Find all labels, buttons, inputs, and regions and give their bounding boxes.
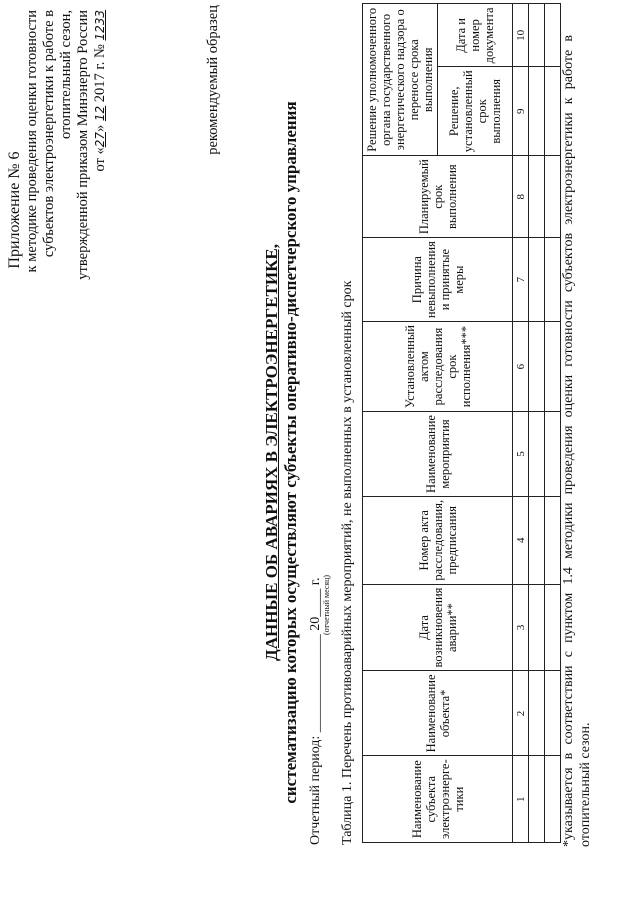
column-number: 5 — [513, 412, 529, 497]
month-caption: (отчетный месяц) — [322, 574, 331, 635]
column-number: 10 — [513, 4, 529, 67]
column-number: 2 — [513, 671, 529, 756]
cell — [529, 156, 545, 238]
annex-line: отопительный сезон, — [58, 10, 74, 139]
header-decision-group: Решение уполномоченного органа государственного энергетического надзора о переносе срока выполнения — [363, 4, 438, 156]
date-year: 2017 г. № — [92, 40, 108, 106]
annex-line: к методике проведения оценки готовности — [24, 10, 40, 273]
annex-line: субъектов электроэнергетики к работе в — [41, 10, 57, 258]
header-act-number: Номер акта расследования, предписания — [363, 496, 513, 584]
header-object: Наименование объекта* — [363, 671, 513, 756]
cell — [545, 238, 561, 322]
cell — [545, 322, 561, 412]
column-number: 3 — [513, 584, 529, 671]
column-number: 7 — [513, 238, 529, 322]
cell — [545, 67, 561, 156]
column-number: 1 — [513, 756, 529, 843]
header-reason: Причина невыполнения и принятые меры — [363, 238, 513, 322]
date-month: 12 — [93, 105, 107, 122]
cell — [529, 67, 545, 156]
date-prefix: от « — [92, 147, 108, 172]
header-document: Дата и номер документа — [438, 4, 513, 67]
cell — [545, 756, 561, 843]
cell — [529, 756, 545, 843]
cell — [545, 4, 561, 67]
header-subject: Наименование субъекта электроэнерге-тики — [363, 756, 513, 843]
annex-line: утвержденной приказом Минэнерго России — [75, 10, 91, 280]
column-number: 6 — [513, 322, 529, 412]
period-year-prefix: 20 — [308, 616, 323, 631]
cell — [529, 238, 545, 322]
table-row — [545, 4, 561, 843]
header-deadline: Установленный актом расследования срок исполнения*** — [363, 322, 513, 412]
column-number: 9 — [513, 67, 529, 156]
title-line-2: систематизацию которых осуществляют субъекты оперативно-диспетчерского управления — [281, 101, 300, 804]
annex-date-line — [92, 10, 109, 410]
cell — [529, 671, 545, 756]
cell — [529, 4, 545, 67]
cell — [545, 156, 561, 238]
cell — [529, 584, 545, 671]
cell — [545, 671, 561, 756]
header-decision: Решение, установленный срок выполнения — [438, 67, 513, 156]
annex-header — [6, 10, 109, 410]
date-mid: » — [92, 121, 108, 132]
title-line-1: ДАННЫЕ ОБ АВАРИЯХ В ЭЛЕКТРОЭНЕРГЕТИКЕ, — [262, 244, 281, 661]
column-number: 4 — [513, 496, 529, 584]
period-year-suffix: г. — [308, 577, 323, 589]
annex-title: Приложение № 6 — [6, 151, 23, 269]
footnote: *указывается в соответствии с пунктом 1.4 методики проведения оценки готовности субъектов электроэнергетики к работе в отопительный сезон. — [561, 35, 593, 847]
table-row — [529, 4, 545, 843]
doc-number: 1233 — [93, 10, 107, 41]
cell — [545, 496, 561, 584]
header-accident-date: Дата возникновения аварии** — [363, 584, 513, 671]
sample-label: рекомендуемый образец — [205, 5, 221, 155]
cell — [529, 496, 545, 584]
column-number: 8 — [513, 156, 529, 238]
date-day: 27 — [93, 131, 107, 148]
cell — [529, 322, 545, 412]
cell — [545, 584, 561, 671]
measures-table — [362, 3, 561, 843]
period-blank: ______________ — [308, 634, 323, 733]
cell — [529, 412, 545, 497]
page-title — [262, 0, 300, 905]
cell — [545, 412, 561, 497]
header-measure: Наименование мероприятия — [363, 412, 513, 497]
header-planned-date: Планируемый срок выполнения — [363, 156, 513, 238]
period-year-blank: ____ — [308, 588, 323, 617]
table-caption: Таблица 1. Перечень противоаварийных мероприятий, не выполненных в установленный срок — [340, 280, 355, 845]
period-label: Отчетный период: — [308, 735, 323, 845]
